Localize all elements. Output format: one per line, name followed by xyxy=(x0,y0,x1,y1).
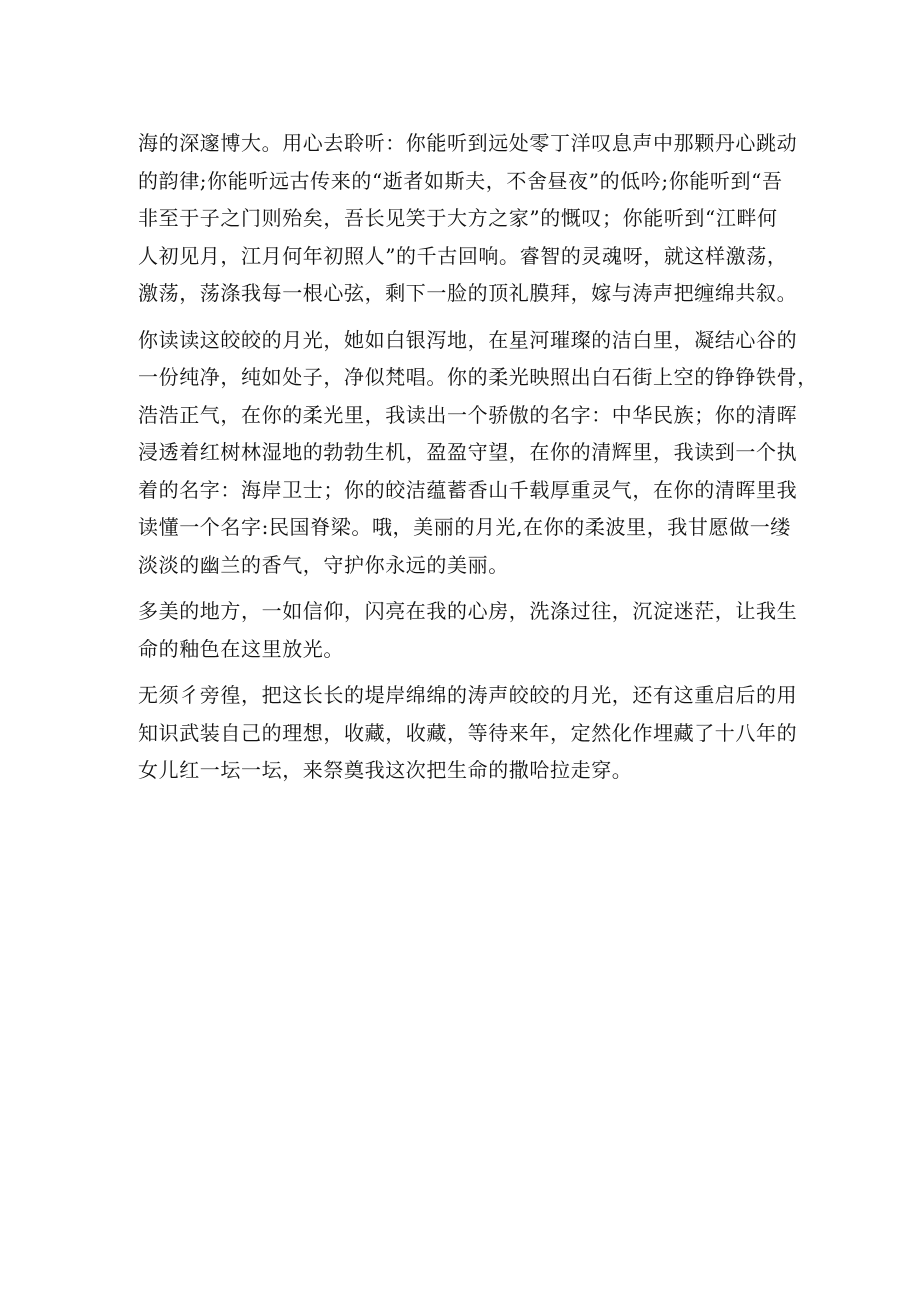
paragraph-moonlight xyxy=(138,322,818,585)
text-line: 海的深邃博大。用心去聆听：你能听到远处零丁洋叹息声中那颗丹心跳动 xyxy=(138,131,798,155)
text-line: 你读读这皎皎的月光，她如白银泻地，在星河璀璨的洁白里，凝结心谷的 xyxy=(138,327,798,352)
text-line: 着的名字：海岸卫士；你的皎洁蕴蓄香山千载厚重灵气，在你的清晖里我 xyxy=(138,477,798,502)
text-line: 人初见月，江月何年初照人”的千古回响。睿智的灵魂呀，就这样激荡， xyxy=(138,243,788,268)
text-line: 多美的地方，一如信仰，闪亮在我的心房，洗涤过往，沉淀迷茫，让我生 xyxy=(138,599,798,623)
text-line: 命的釉色在这里放光。 xyxy=(138,636,344,661)
text-line: 女儿红一坛一坛，来祭奠我这次把生命的撒哈拉走穿。 xyxy=(138,758,633,782)
text-line: 浩浩正气，在你的柔光里，我读出一个骄傲的名字：中华民族；你的清晖 xyxy=(138,402,798,427)
paragraph-sea-listening xyxy=(138,125,798,313)
paragraph-treasure xyxy=(138,677,798,790)
document-body xyxy=(138,125,818,799)
text-line: 知识武装自己的理想，收藏，收藏，等待来年，定然化作埋藏了十八年的 xyxy=(138,720,798,745)
text-line: 激荡，荡涤我每一根心弦，剩下一脸的顶礼膜拜，嫁与涛声把缠绵共叙。 xyxy=(138,281,798,305)
text-line: 的韵律;你能听远古传来的“逝者如斯夫，不舍昼夜”的低吟;你能听到“吾 xyxy=(138,168,783,193)
text-line: 读懂一个名字:民国脊梁。哦，美丽的月光,在你的柔波里，我甘愿做一缕 xyxy=(138,515,791,539)
text-line: 淡淡的幽兰的香气，守护你永远的美丽。 xyxy=(138,552,509,577)
text-line: 浸透着红树林湿地的勃勃生机，盈盈守望，在你的清辉里，我读到一个执 xyxy=(138,440,798,464)
text-line: 无须彳旁徨，把这长长的堤岸绵绵的涛声皎皎的月光，还有这重启后的用 xyxy=(138,683,798,707)
paragraph-beautiful-place xyxy=(138,593,798,668)
text-line: 一份纯净，纯如处子，净似梵唱。你的柔光映照出白石街上空的铮铮铁骨， xyxy=(138,365,818,389)
text-line: 非至于子之门则殆矣，吾长见笑于大方之家”的慨叹；你能听到“江畔何 xyxy=(138,206,778,230)
